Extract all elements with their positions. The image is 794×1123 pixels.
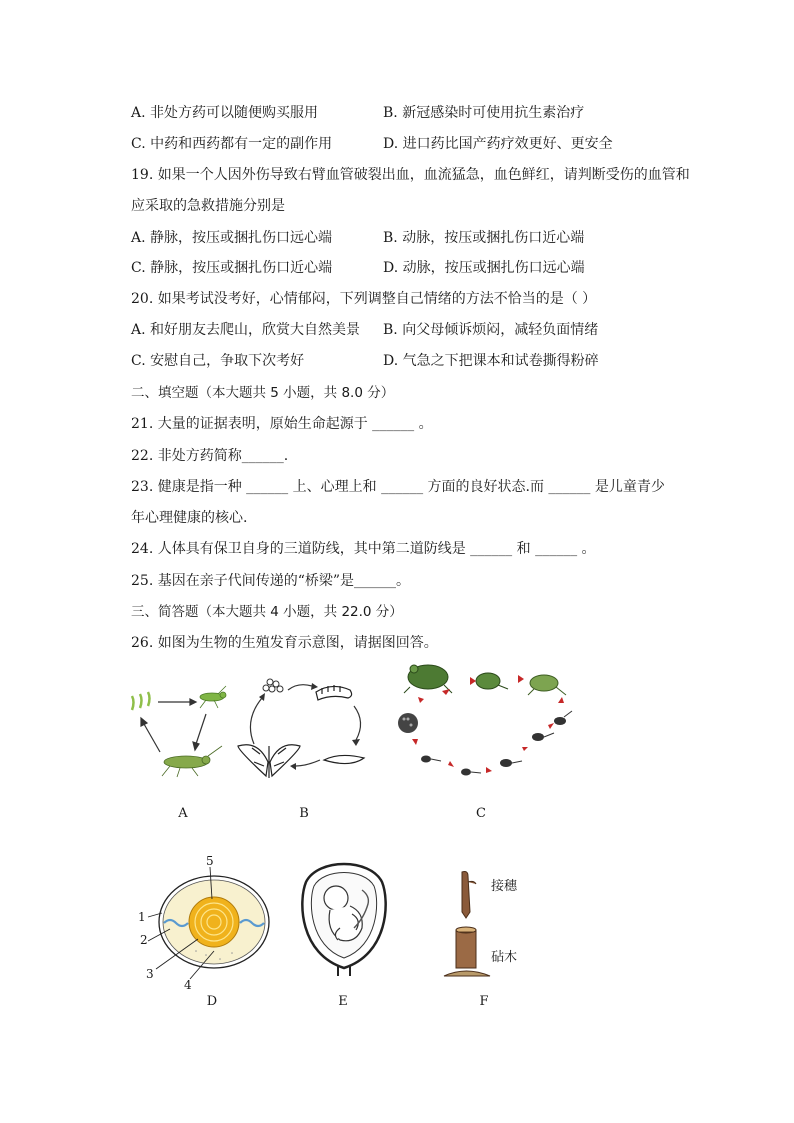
figure-d-bird-egg	[136, 855, 286, 990]
q18-option-a: A. 非处方药可以随便购买服用	[131, 105, 319, 121]
q20-option-a: A. 和好朋友去爬山，欣赏大自然美景	[131, 322, 361, 338]
caterpillar-icon	[316, 685, 352, 700]
egg-label-4: 4	[184, 978, 192, 992]
q20-option-d: D. 气急之下把课本和试卷撕得粉碎	[383, 353, 599, 369]
caption-c: C	[476, 806, 486, 821]
q26-stem: 26. 如图为生物的生殖发育示意图，请据图回答。	[131, 635, 438, 651]
egg-label-3: 3	[146, 967, 154, 981]
egg-label-5: 5	[206, 854, 214, 868]
adult-frog-icon	[404, 665, 452, 693]
caption-e: E	[338, 994, 348, 1009]
rootstock-icon	[444, 927, 490, 976]
q18-option-d: D. 进口药比国产药疗效更好、更安全	[383, 136, 613, 152]
figure-a-grasshopper-cycle	[120, 680, 240, 785]
cycle-arrows	[141, 699, 206, 752]
egg-label-2: 2	[140, 933, 148, 947]
young-frog-icon	[476, 673, 508, 689]
nymph-icon	[200, 686, 226, 708]
figure-c-frog-cycle	[388, 655, 578, 785]
q21: 21. 大量的证据表明，原始生命起源于 ______ 。	[131, 416, 433, 432]
scion-icon	[462, 872, 476, 919]
q19-option-b: B. 动脉，按压或捆扎伤口近心端	[383, 230, 585, 246]
q20-stem: 20. 如果考试没考好，心情郁闷，下列调整自己情绪的方法不恰当的是（ ）	[131, 291, 597, 307]
caption-f: F	[479, 994, 489, 1009]
scion-label: 接穗	[491, 879, 518, 894]
q19-option-d: D. 动脉，按压或捆扎伤口远心端	[383, 260, 585, 276]
q20-option-c: C. 安慰自己，争取下次考好	[131, 353, 305, 369]
pupa-icon	[324, 755, 364, 763]
egg-label-1: 1	[138, 910, 146, 924]
rootstock-label: 砧木	[491, 950, 518, 965]
figure-f-grafting	[438, 868, 498, 980]
q23-line1: 23. 健康是指一种 ______ 上、心理上和 ______ 方面的良好状态.而 ______ 是儿童青少	[131, 479, 665, 495]
q18-option-c: C. 中药和西药都有一定的副作用	[131, 136, 333, 152]
q19-option-a: A. 静脉，按压或捆扎伤口远心端	[131, 230, 333, 246]
yolk-icon	[189, 897, 239, 947]
q19-option-c: C. 静脉，按压或捆扎伤口近心端	[131, 260, 333, 276]
butterfly-icon	[238, 745, 300, 778]
q23-line2: 年心理健康的核心.	[131, 510, 248, 526]
q19-stem-line1: 19. 如果一个人因外伤导致右臂血管破裂出血，血流猛急，血色鲜红，请判断受伤的血管和	[131, 167, 690, 183]
q18-option-b: B. 新冠感染时可使用抗生素治疗	[383, 105, 585, 121]
caption-d: D	[206, 994, 218, 1009]
butterfly-eggs-icon	[263, 679, 283, 692]
q22: 22. 非处方药简称______.	[131, 448, 289, 464]
figure-b-butterfly-cycle	[230, 672, 380, 787]
q24: 24. 人体具有保卫自身的三道防线，其中第二道防线是 ______ 和 ______ 。	[131, 541, 596, 557]
section-short-answer-title: 三、简答题（本大题共 4 小题，共 22.0 分）	[131, 604, 403, 620]
section-fill-in-title: 二、填空题（本大题共 5 小题，共 8.0 分）	[131, 385, 395, 401]
adult-grasshopper-icon	[162, 746, 222, 777]
tadpole-icons	[421, 711, 572, 776]
q19-stem-line2: 应采取的急救措施分别是	[131, 198, 285, 214]
grasshopper-eggs-icon	[132, 692, 150, 710]
q25: 25. 基因在亲子代间传递的“桥梁”是______。	[131, 573, 411, 589]
caption-b: B	[299, 806, 309, 821]
frog-eggs-icon	[398, 713, 418, 733]
figure-e-fetus-in-uterus	[296, 858, 392, 978]
froglet-icon	[528, 675, 566, 695]
caption-a: A	[178, 806, 188, 821]
q20-option-b: B. 向父母倾诉烦闷，减轻负面情绪	[383, 322, 599, 338]
